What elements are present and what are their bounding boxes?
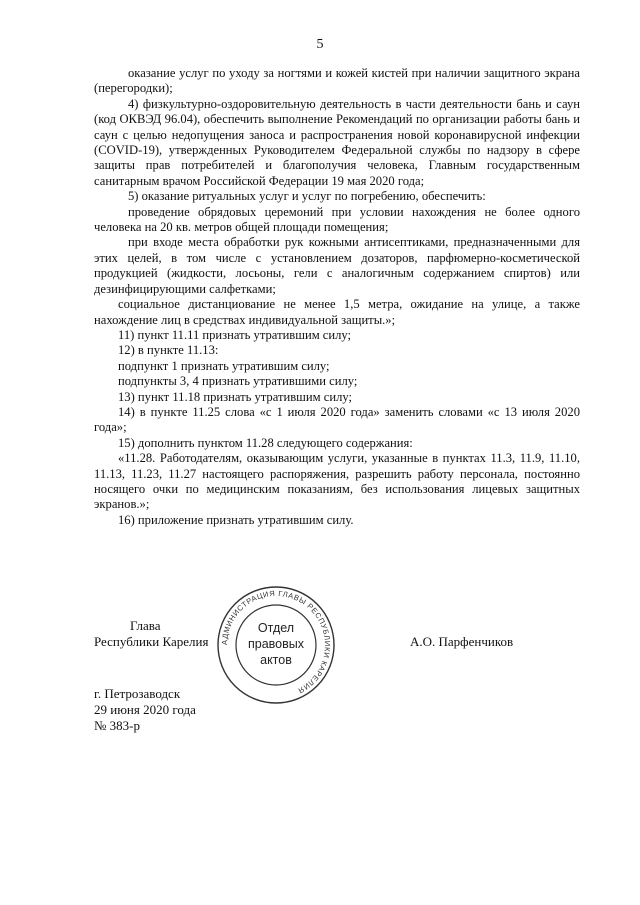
stamp-line-2: правовых [248, 637, 304, 651]
document-footer [94, 686, 196, 734]
paragraph: 14) в пункте 11.25 слова «с 1 июля 2020 года» заменить словами «с 13 июля 2020 года»; [94, 404, 580, 435]
paragraph: 15) дополнить пунктом 11.28 следующего содержания: [118, 435, 413, 450]
paragraph: оказание услуг по уходу за ногтями и кожей кистей при наличии защитного экрана (перегородки); [94, 66, 580, 96]
paragraph: 11) пункт 11.11 признать утратившим силу; [118, 327, 352, 342]
paragraph: при входе места обработки рук кожными антисептиками, предназначенными для этих целей, в том числе с установлением дозаторов, парфюмерно-косметической продукцией (жидкости, лосьоны, гели с аналогичным содержанием спиртов) или дезинфицирующими салфетками; [94, 235, 580, 296]
page-number: 5 [316, 37, 324, 52]
footer-number: № 383-р [94, 718, 140, 733]
paragraph: 5) оказание ритуальных услуг и услуг по погребению, обеспечить: [128, 189, 486, 204]
paragraph: подпункт 1 признать утратившим силу; [118, 358, 330, 373]
signature-title: Глава [130, 618, 161, 633]
paragraph: 12) в пункте 11.13: [118, 343, 219, 358]
paragraph: 13) пункт 11.18 признать утратившим силу; [118, 389, 352, 404]
paragraph: подпункты 3, 4 признать утратившими силу; [118, 374, 358, 389]
paragraph: 16) приложение признать утратившим силу. [118, 512, 354, 527]
document-body [94, 66, 580, 528]
footer-city: г. Петрозаводск [94, 686, 181, 701]
signature-name: А.О. Парфенчиков [410, 634, 514, 649]
paragraph: «11.28. Работодателям, оказывающим услуги, указанные в пунктах 11.3, 11.9, 11.10, 11.13, 11.23, 11.27 настоящего распоряжения, разрешить работу персонала, постоянно носящего очки по медицинским показаниям, без использования лицевых защитных экранов.»; [94, 451, 580, 512]
stamp-ring-text: АДМИНИСТРАЦИЯ ГЛАВЫ РЕСПУБЛИКИ КАРЕЛИЯ [219, 588, 333, 696]
paragraph: 4) физкультурно-оздоровительную деятельность в части деятельности бань и саун (код ОКВЭД 96.04), обеспечить выполнение Рекомендаций по организации работы бань и саун с целью недопущения заноса и распространения новой коронавирусной инфекции (COVID-19), утвержденных Руководителем Федеральной службы по надзору в сфере защиты прав потребителей и благополучия человека, Главным государственным санитарным врачом Российской Федерации 19 мая 2020 года; [94, 96, 580, 188]
footer-date: 29 июня 2020 года [94, 702, 196, 717]
paragraph: проведение обрядовых церемоний при условии нахождения не более одного человека на 20 кв. метров общей площади помещения; [94, 204, 580, 235]
official-stamp [216, 585, 336, 705]
stamp-line-3: актов [260, 653, 292, 667]
paragraph: социальное дистанциование не менее 1,5 метра, ожидание на улице, а также нахождение лиц в средствах индивидуальной защиты.»; [94, 297, 580, 327]
stamp-line-1: Отдел [257, 621, 295, 635]
signature-organization: Республики Карелия [94, 634, 209, 649]
